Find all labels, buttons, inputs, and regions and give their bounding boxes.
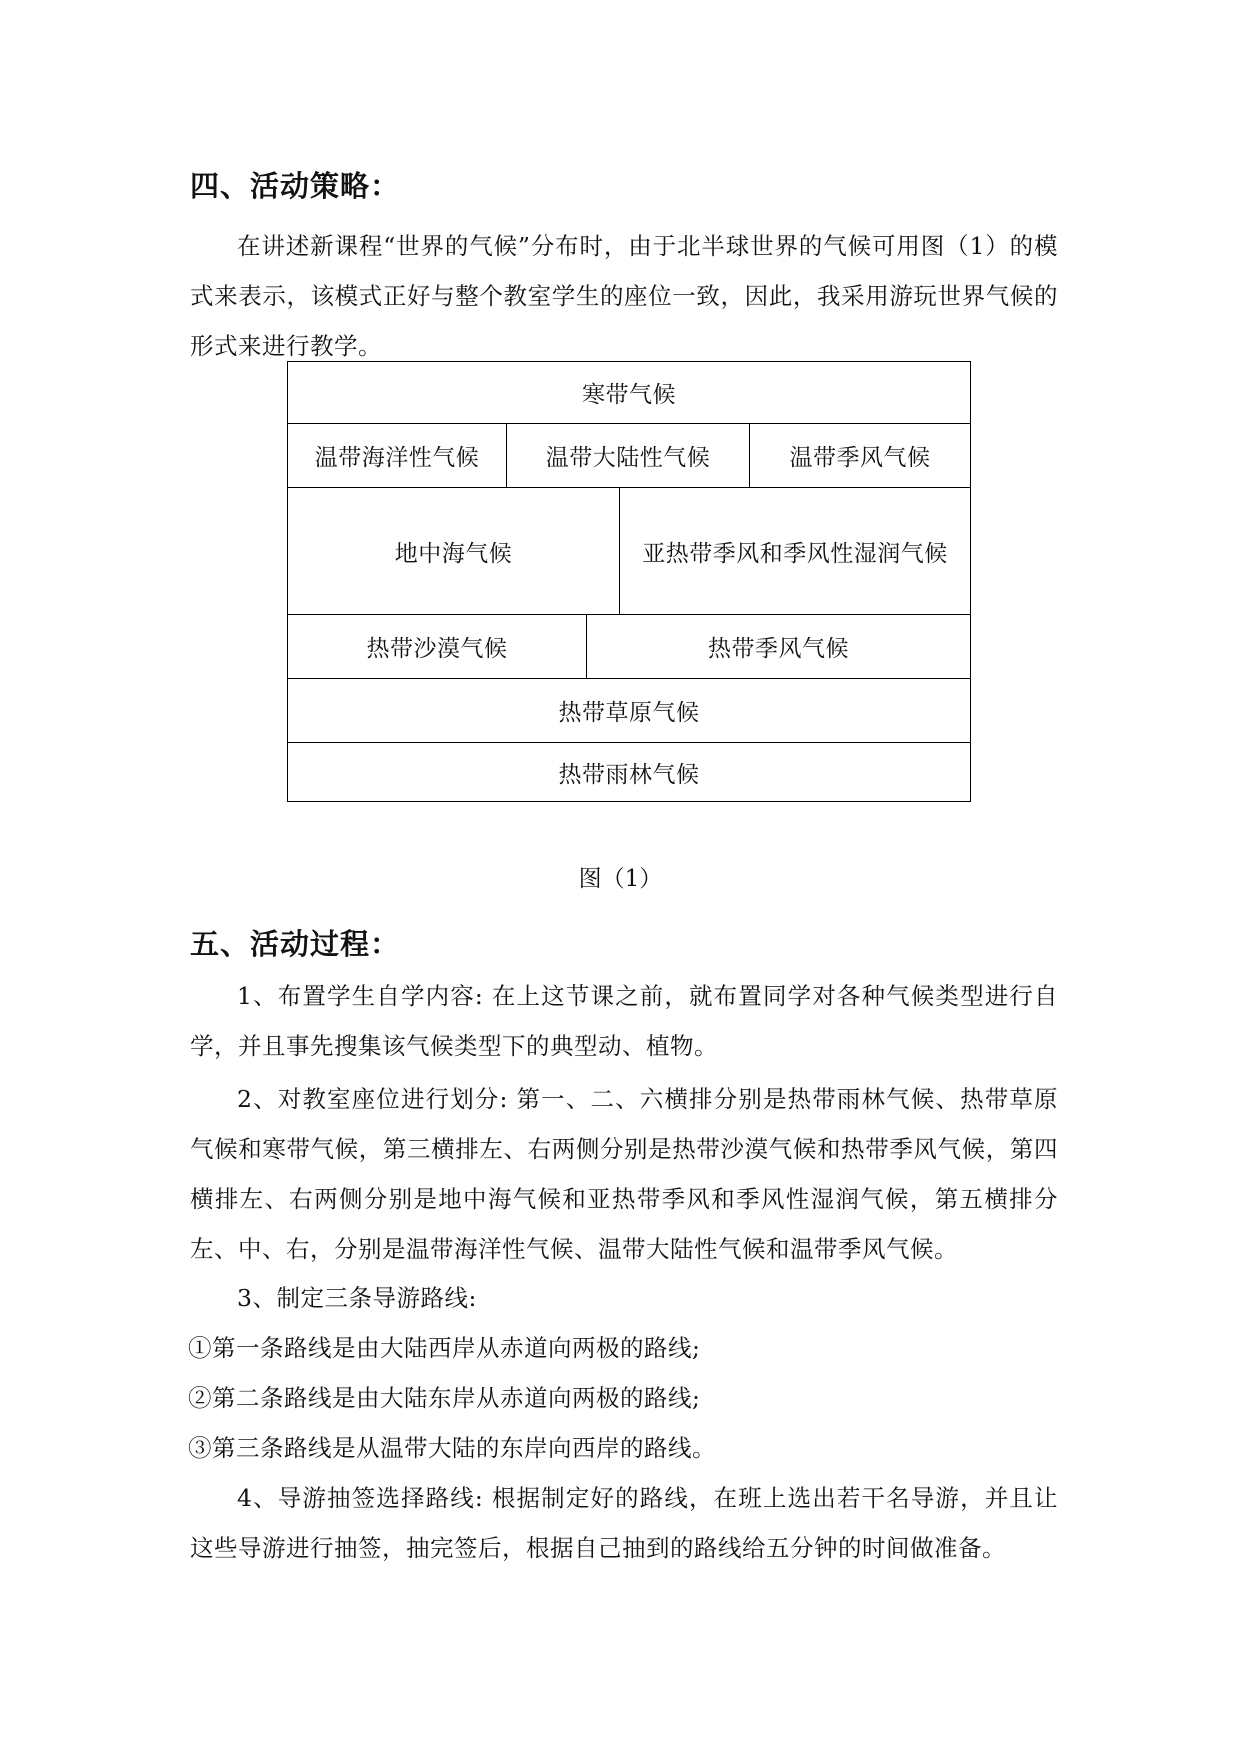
cell-mediterranean: 地中海气候 [394, 540, 513, 567]
diagram-row-1 [288, 362, 970, 424]
cell-tropical-savanna: 热带草原气候 [558, 700, 700, 726]
cell-tropical-rainforest: 热带雨林气候 [558, 761, 700, 788]
section-4-intro-paragraph: 在讲述新课程“世界的气候”分布时，由于北半球世界的气候可用图（1）的模式来表示，该模式正好与整个教室学生的座位一致，因此，我采用游玩世界气候的形式来进行教学。 [190, 232, 1058, 360]
diagram-row-4 [288, 615, 970, 679]
step-3-paragraph: 3、制定三条导游路线: [237, 1284, 477, 1312]
cell-temperate-maritime: 温带海洋性气候 [314, 445, 480, 471]
diagram-row-2 [288, 424, 970, 488]
step-2-paragraph: 2、对教室座位进行划分: 第一、二、六横排分别是热带雨林气候、热带草原气候和寒带气候，第三横排左、右两侧分别是热带沙漠气候和热带季风气候，第四横排左、右两侧分别是地中海气候和亚热带季风和季风性湿润气候，第五横排分左、中、右，分别是温带海洋性气候、温带大陆性气候和温带季风气候。 [190, 1085, 1058, 1263]
figure-caption: 图（1） [578, 866, 663, 892]
section-5-heading: 五、活动过程： [190, 927, 401, 961]
step-1-paragraph: 1、布置学生自学内容: 在上这节课之前，就布置同学对各种气候类型进行自学，并且事先搜集该气候类型下的典型动、植物。 [190, 982, 1058, 1060]
diagram-row-3 [288, 488, 970, 615]
cell-tropical-desert: 热带沙漠气候 [366, 636, 508, 662]
diagram-row-6 [288, 743, 970, 801]
climate-zones-diagram [287, 361, 971, 802]
route-item-3: ③第三条路线是从温带大陆的东岸向西岸的路线。 [188, 1434, 716, 1462]
cell-tropical-monsoon: 热带季风气候 [586, 615, 970, 678]
diagram-row-5 [288, 679, 970, 743]
cell-temperate-continental: 温带大陆性气候 [506, 424, 749, 487]
route-item-2: ②第二条路线是由大陆东岸从赤道向两极的路线; [188, 1384, 701, 1412]
route-item-1: ①第一条路线是由大陆西岸从赤道向两极的路线; [188, 1334, 701, 1362]
cell-subtropical-monsoon-humid: 亚热带季风和季风性湿润气候 [619, 488, 970, 614]
cell-polar-climate: 寒带气候 [582, 382, 676, 408]
section-4-heading: 四、活动策略： [190, 169, 401, 203]
step-4-paragraph: 4、导游抽签选择路线: 根据制定好的路线，在班上选出若干名导游，并且让这些导游进行抽签，抽完签后，根据自己抽到的路线给五分钟的时间做准备。 [190, 1484, 1058, 1562]
cell-temperate-monsoon: 温带季风气候 [749, 424, 970, 487]
